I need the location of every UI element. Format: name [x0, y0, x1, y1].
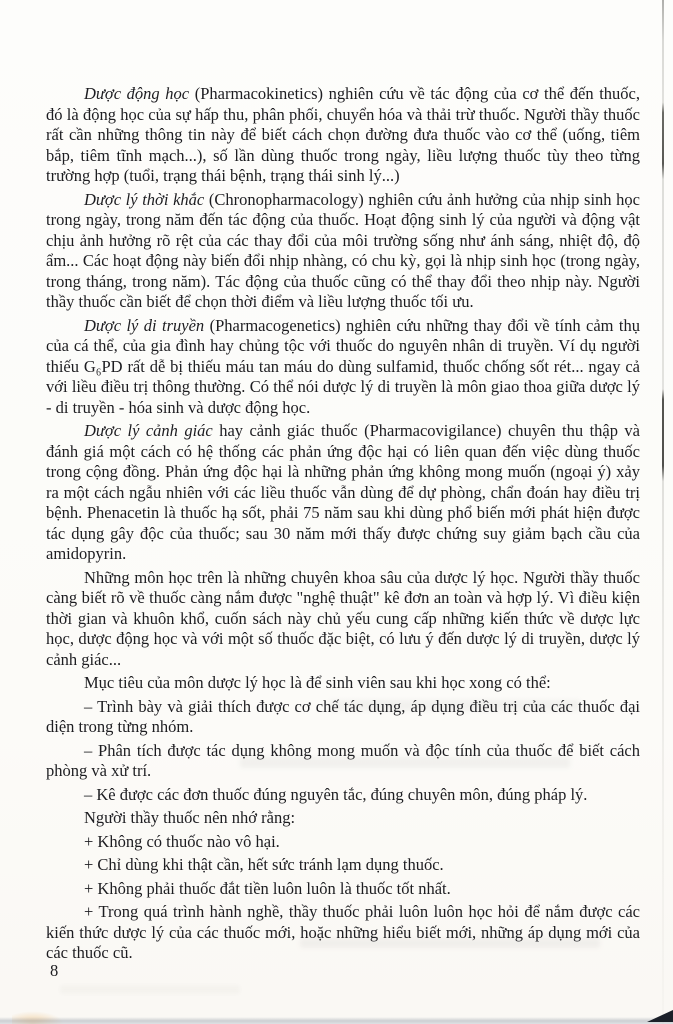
paragraph-text: Mục tiêu của môn dược lý học là để sinh viên sau khi học xong có thể:	[84, 673, 551, 692]
remember-item	[46, 832, 640, 853]
paragraph-pharmacogenetics	[46, 316, 640, 419]
paragraph-chronopharmacology	[46, 190, 640, 313]
term-chronopharmacology: Dược lý thời khắc	[84, 189, 205, 209]
paragraph-text: (Pharmacokinetics) nghiên cứu về tác động của cơ thể đến thuốc, đó là động học của sự hấp thu, phân phối, chuyển hóa và thải trừ thuốc. Người thầy thuốc rất cần những thông tin này để biết cách chọn đường đưa thuốc vào cơ thể (uống, tiêm bắp, tiêm tĩnh mạch...), số lần dùng thuốc trong ngày, liều lượng thuốc tùy theo từng trường hợp (tuổi, trạng thái bệnh, trạng thái sinh lý...)	[46, 84, 640, 185]
objective-item-text: – Kê được các đơn thuốc đúng nguyên tắc, đúng chuyên môn, đúng pháp lý.	[84, 784, 588, 804]
paragraph-summary	[46, 568, 640, 671]
scan-bottom-shadow	[0, 1017, 673, 1024]
scan-bleedthrough-smudge	[240, 757, 570, 768]
paragraph-text: Những môn học trên là những chuyên khoa sâu của dược lý học. Người thầy thuốc càng biết rõ về thuốc càng nắm được "nghệ thuật" kê đơn an toàn và hợp lý. Vì điều kiện thời gian và khuôn khổ, cuốn sách này chủ yếu cung cấp những kiến thức về dược lực học, dược động học và với một số thuốc đặc biệt, có lưu ý đến dược lý di truyền, dược lý cảnh giác...	[46, 567, 640, 669]
scan-bleedthrough-smudge	[300, 938, 600, 948]
remember-item	[46, 879, 640, 900]
page-corner-shadow	[647, 1010, 673, 1022]
paragraph-pharmacokinetics	[46, 84, 640, 187]
paragraph-text: hay cảnh giác thuốc (Pharmacovigilance) chuyên thu thập và đánh giá một cách có hệ thống các phản ứng độc hại có liên quan đến việc dùng thuốc trong cộng đồng. Phản ứng độc hại là những phản ứng không mong muốn (ngoại ý) xảy ra một cách ngẫu nhiên với các liều thuốc vẫn dùng để dự phòng, chẩn đoán hay điều trị bệnh. Phenacetin là thuốc hạ sốt, phải 75 năm sau khi dùng phổ biến mới phát hiện được tác dụng gây độc của thuốc; sau 30 năm mới thấy được chứng suy giảm bạch cầu của amidopyrin.	[46, 421, 640, 563]
remember-item-text: + Không có thuốc nào vô hại.	[84, 831, 280, 851]
remember-item-text: + Không phải thuốc đắt tiền luôn luôn là thuốc tốt nhất.	[84, 878, 451, 898]
objective-item	[46, 785, 640, 806]
objective-item-text: – Trình bày và giải thích được cơ chế tác dụng, áp dụng điều trị của các thuốc đại diện trong từng nhóm.	[46, 696, 640, 736]
objective-item-text: – Phân tích được tác dụng không mong muốn và độc tính của thuốc để biết cách phòng và xử trí.	[46, 740, 640, 780]
scan-edge-line	[662, 0, 664, 1024]
page-number: 8	[50, 961, 59, 980]
term-pharmacokinetics: Dược động học	[84, 84, 190, 103]
paragraph-pharmacovigilance	[46, 421, 640, 565]
paragraph-text: (Pharmacogenetics) nghiên cứu những thay đổi về tính cảm thụ của cá thể, của gia đình hay chủng tộc với thuốc do nguyên nhân di truyền. Ví dụ người thiếu G₆PD rất dễ bị thiếu máu tan máu do dùng sulfamid, thuốc chống sốt rét... ngay cả với liều điều trị thông thường. Có thể nói dược lý di truyền là môn giao thoa giữa dược lý - di truyền - hóa sinh và dược động học.	[46, 315, 640, 417]
remember-intro-text: Người thầy thuốc nên nhớ rằng:	[84, 808, 296, 827]
scan-bleedthrough-smudge	[60, 985, 240, 994]
remember-intro	[46, 808, 640, 829]
scan-bleedthrough-smudge	[330, 700, 580, 711]
paragraph-text: (Chronopharmacology) nghiên cứu ảnh hưởng của nhịp sinh học trong ngày, trong năm đến tác động của thuốc. Hoạt động sinh lý của người và động vật chịu ảnh hưởng rõ rệt của các thay đổi của môi trường sống như ánh sáng, nhiệt độ, độ ẩm... Các hoạt động này biến đổi nhịp nhàng, có chu kỳ, gọi là nhịp sinh học (trong ngày, trong tháng, trong năm). Tác động của thuốc cũng có thể thay đổi theo nhịp này. Người thầy thuốc cần biết để chọn thời điểm và liều lượng thuốc tối ưu.	[46, 189, 640, 311]
term-pharmacogenetics: Dược lý di truyền	[84, 315, 205, 335]
remember-item-text: + Trong quá trình hành nghề, thầy thuốc phải luôn luôn học hỏi để nắm được các kiến thức dược lý của các thuốc mới, hoặc những hiểu biết mới, những áp dụng mới của các thuốc cũ.	[46, 902, 640, 962]
page-body-text	[46, 84, 640, 967]
remember-item-text: + Chỉ dùng khi thật cần, hết sức tránh lạm dụng thuốc.	[84, 855, 444, 874]
remember-item	[46, 902, 640, 964]
paragraph-objectives-intro	[46, 673, 640, 694]
remember-item	[46, 855, 640, 876]
term-pharmacovigilance: Dược lý cảnh giác	[84, 421, 213, 440]
